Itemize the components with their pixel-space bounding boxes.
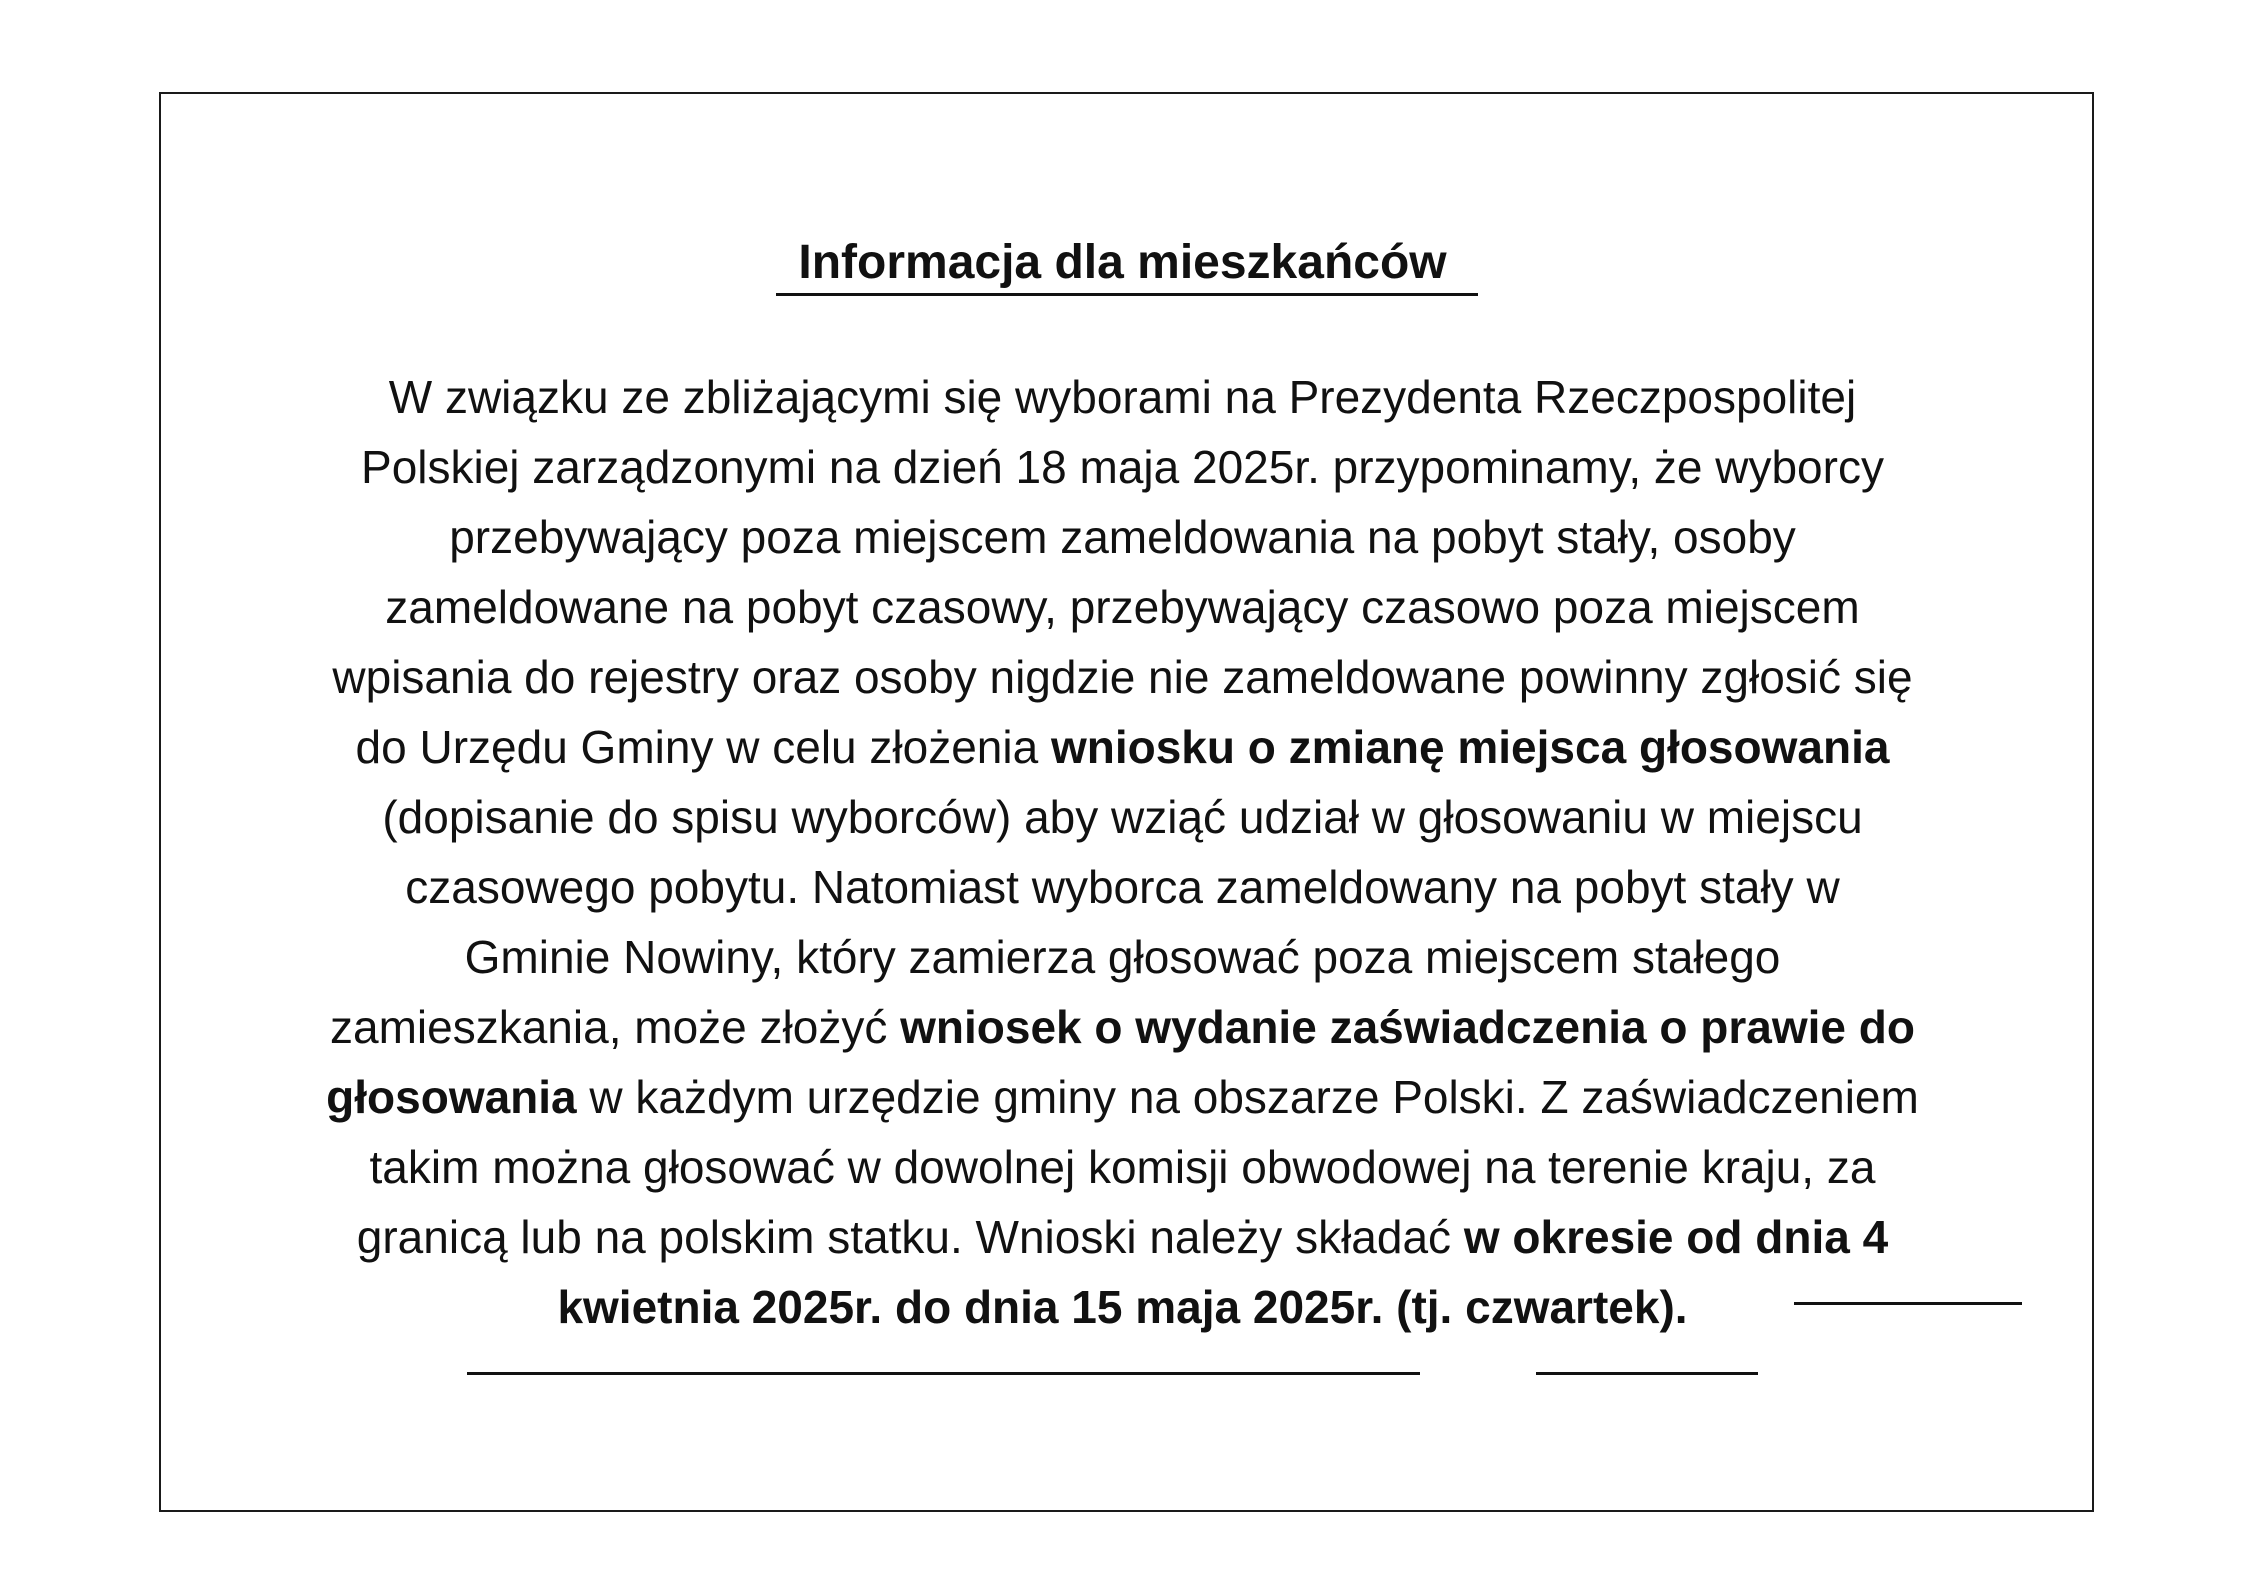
title-underline bbox=[776, 293, 1478, 296]
notice-line bbox=[0, 992, 2245, 1062]
date-underline-2 bbox=[1536, 1372, 1758, 1375]
notice-line bbox=[0, 712, 2245, 782]
notice-line bbox=[0, 1132, 2245, 1202]
notice-text: Polskiej zarządzonymi na dzień 18 maja 2025r. przypominamy, że wyborcy bbox=[361, 441, 1884, 493]
notice-line bbox=[0, 572, 2245, 642]
notice-bold-text: w okresie od dnia 4 bbox=[1463, 1211, 1889, 1263]
date-underline-1 bbox=[467, 1372, 1420, 1375]
notice-text: W związku ze zbliżającymi się wyborami na Prezydenta Rzeczpospolitej bbox=[388, 371, 1857, 423]
notice-line bbox=[0, 1202, 2245, 1272]
notice-bold-text: głosowania bbox=[326, 1071, 577, 1123]
notice-bold-text: wniosek o wydanie zaświadczenia o prawie do bbox=[900, 1001, 1915, 1053]
notice-line bbox=[0, 1272, 2245, 1342]
notice-text: przebywający poza miejscem zameldowania na pobyt stały, osoby bbox=[449, 511, 1796, 563]
notice-text: zamieszkania, może złożyć bbox=[330, 1001, 901, 1053]
notice-text: takim można głosować w dowolnej komisji obwodowej na terenie kraju, za bbox=[369, 1141, 1876, 1193]
notice-text: wpisania do rejestry oraz osoby nigdzie nie zameldowane powinny zgłosić się bbox=[332, 651, 1913, 703]
notice-bold-text: wniosku o zmianę miejsca głosowania bbox=[1050, 721, 1890, 773]
notice-title: Informacja dla mieszkańców bbox=[798, 236, 1447, 289]
notice-line bbox=[0, 1062, 2245, 1132]
date-overline bbox=[1794, 1302, 2022, 1305]
notice-text: Gminie Nowiny, który zamierza głosować poza miejscem stałego bbox=[464, 931, 1781, 983]
notice-text: (dopisanie do spisu wyborców) aby wziąć udział w głosowaniu w miejscu bbox=[382, 791, 1863, 843]
notice-text: czasowego pobytu. Natomiast wyborca zameldowany na pobyt stały w bbox=[405, 861, 1840, 913]
notice-line bbox=[0, 852, 2245, 922]
notice-line bbox=[0, 432, 2245, 502]
notice-text: w każdym urzędzie gminy na obszarze Polski. Z zaświadczeniem bbox=[576, 1071, 1919, 1123]
notice-line bbox=[0, 362, 2245, 432]
notice-line bbox=[0, 782, 2245, 852]
notice-line bbox=[0, 502, 2245, 572]
notice-line bbox=[0, 922, 2245, 992]
notice-text: granicą lub na polskim statku. Wnioski należy składać bbox=[356, 1211, 1464, 1263]
notice-text: do Urzędu Gminy w celu złożenia bbox=[355, 721, 1051, 773]
notice-text: zameldowane na pobyt czasowy, przebywający czasowo poza miejscem bbox=[385, 581, 1860, 633]
notice-line bbox=[0, 642, 2245, 712]
notice-body bbox=[0, 362, 2245, 1342]
notice-bold-text: kwietnia 2025r. do dnia 15 maja 2025r. (tj. czwartek). bbox=[557, 1281, 1688, 1333]
